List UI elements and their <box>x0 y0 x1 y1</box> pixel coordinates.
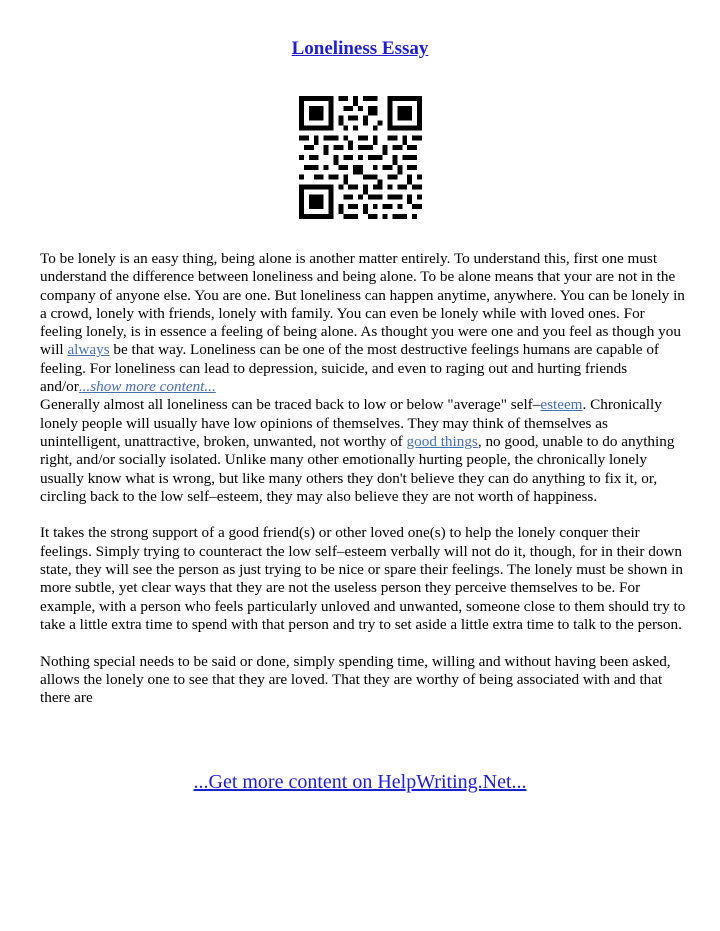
more-content-cta <box>0 771 720 794</box>
qr-code-icon <box>299 96 422 219</box>
esteem-link[interactable]: esteem <box>540 396 583 414</box>
good-things-link[interactable]: good things <box>406 432 478 450</box>
always-link[interactable]: always <box>67 341 110 359</box>
page-title <box>0 38 720 60</box>
paragraph-1: To be lonely is an easy thing, being alone is another matter entirely. To understand this, first one must understand the difference between loneliness and being alone. To be alone means that your are not in the company of anyone else. You are one. But loneliness can happen anytime, anywhere. You can be lonely in a crowd, lonely with friends, lonely with family. You can even be lonely while with loved ones. For feeling lonely, is in essence a feeling of being alone. As thought you were one and you feel as though you will always be that way. Loneliness can be one of the most destructive feelings humans are capable of feeling. For loneliness can lead to depression, suicide, and even to raging out and hurting friends and/or...show more content... <box>40 250 685 396</box>
show-more-link[interactable]: ...show more content... <box>78 378 216 396</box>
paragraph-3: It takes the strong support of a good friend(s) or other loved one(s) to help the lonely conquer their feelings. Simply trying to counteract the low self–esteem verbally will not do it, though, for in their down state, they will see the person as just trying to be nice or spare their feelings. The lonely must be shown in more subtle, yet clear ways that they are not the useless person they perceive themselves to be. For example, with a person who feels particularly unloved and unwanted, someone close to them should try to take a little extra time to spend with that person and try to set aside a little extra time to talk to the person. <box>40 524 686 633</box>
essay-body <box>40 250 688 707</box>
title-link[interactable]: Loneliness Essay <box>291 38 429 59</box>
paragraph-4: Nothing special needs to be said or done, simply spending time, willing and without having been asked, allows the lonely one to see that they are loved. That they are worthy of being associated with and that there are <box>40 652 671 707</box>
paragraph-2: Generally almost all loneliness can be traced back to low or below "average" self–esteem. Chronically lonely people will usually have low opinions of themselves. They may think of themselves as unintelligent, unattractive, broken, unwanted, not worthy of good things, no good, unable to do anything right, and/or socially isolated. Unlike many other emotionally hurting people, the chronically lonely usually know what is wrong, but like many others they don't believe they can do anything to fix it, or, circling back to the low self–esteem, they may also believe they are not worth of happiness. <box>40 396 675 505</box>
helpwriting-link[interactable]: ...Get more content on HelpWriting.Net... <box>193 771 527 793</box>
